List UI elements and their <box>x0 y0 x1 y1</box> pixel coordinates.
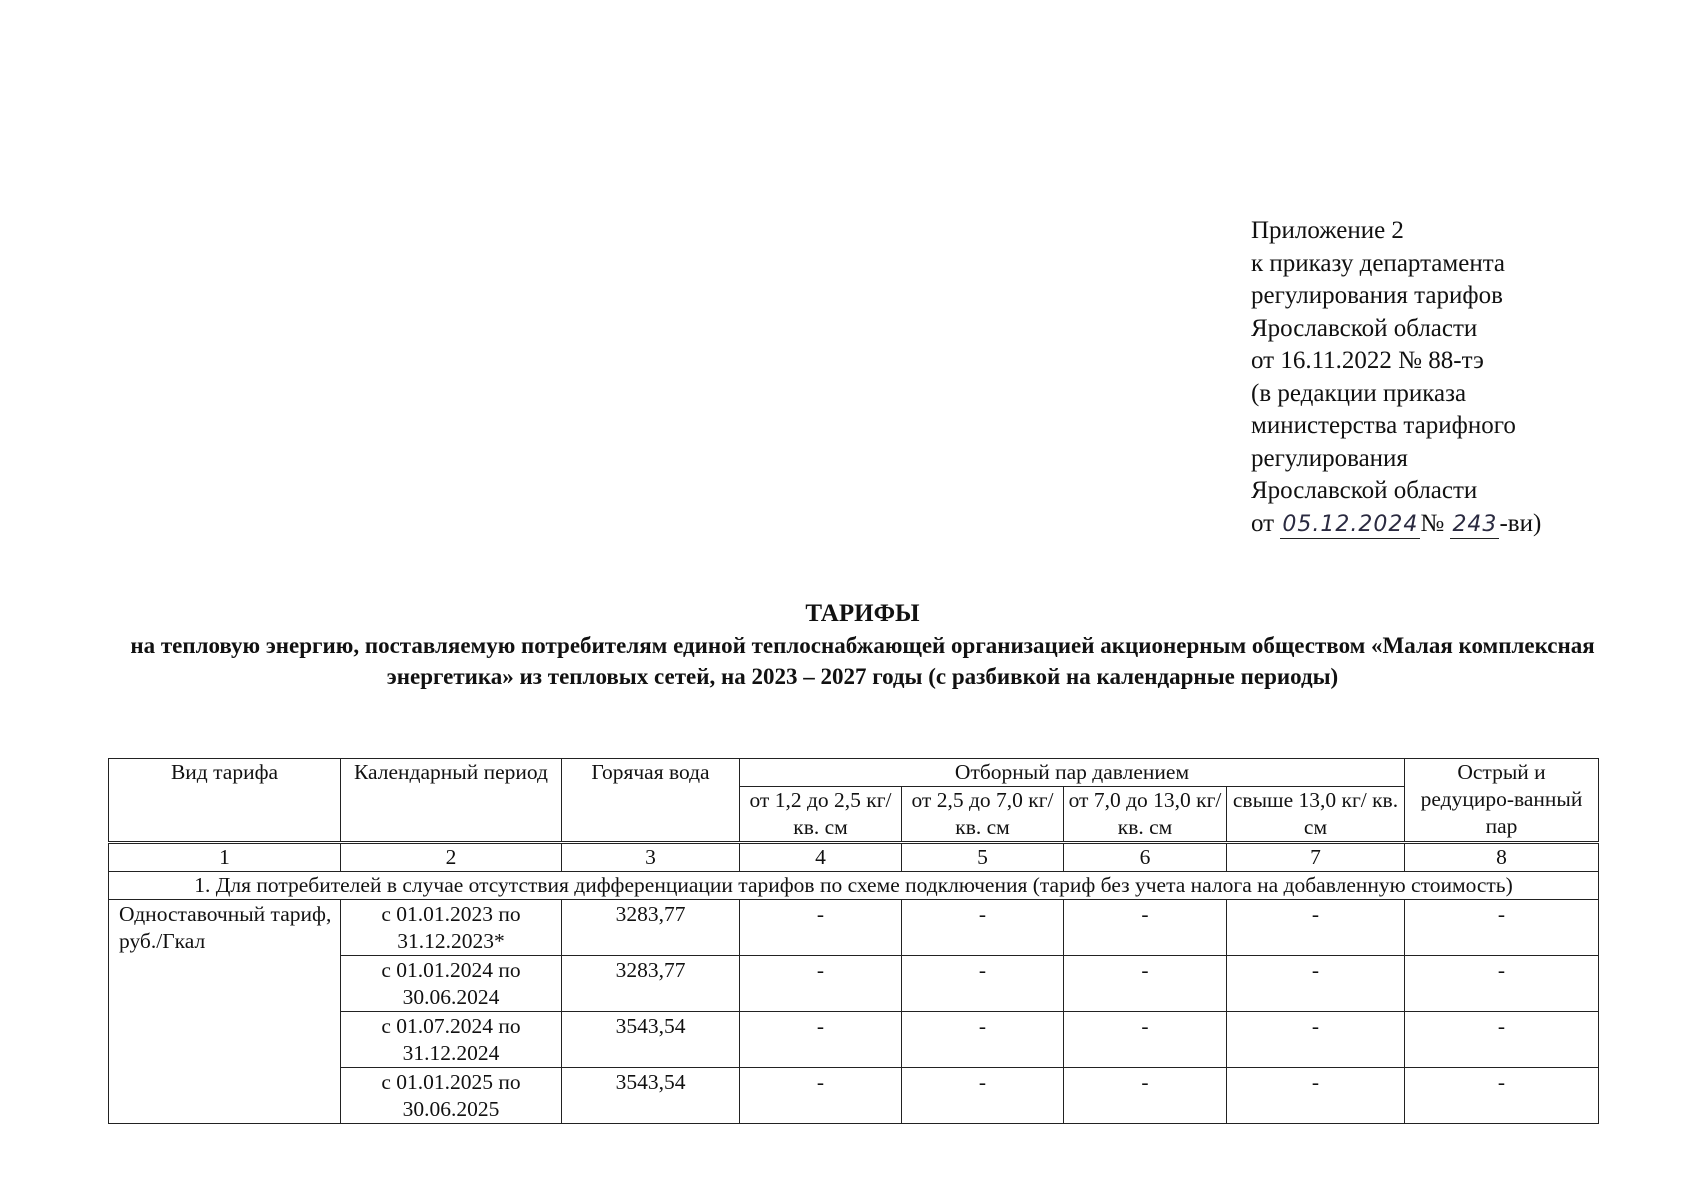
appendix-block <box>1251 215 1541 540</box>
appendix-amendment-line <box>1251 508 1541 541</box>
header-steam-2: от 2,5 до 7,0 кг/ кв. см <box>902 787 1064 843</box>
steam-4-cell: - <box>1227 956 1405 1012</box>
steam-2-cell: - <box>902 956 1064 1012</box>
header-steam-1: от 1,2 до 2,5 кг/ кв. см <box>740 787 902 843</box>
amendment-suffix: -ви) <box>1499 509 1542 537</box>
steam-1-cell: - <box>740 900 902 956</box>
period-cell: с 01.01.2025 по 30.06.2025 <box>341 1068 562 1124</box>
sharp-steam-cell: - <box>1405 956 1599 1012</box>
period-cell: с 01.01.2024 по 30.06.2024 <box>341 956 562 1012</box>
steam-1-cell: - <box>740 1012 902 1068</box>
sharp-steam-cell: - <box>1405 900 1599 956</box>
handwritten-number: 243 <box>1452 511 1498 537</box>
sharp-steam-cell: - <box>1405 1012 1599 1068</box>
appendix-line: (в редакции приказа <box>1251 379 1467 407</box>
appendix-line: Ярославской области <box>1251 477 1478 504</box>
steam-2-cell: - <box>902 900 1064 956</box>
section-row <box>109 872 1599 900</box>
steam-3-cell: - <box>1064 1012 1227 1068</box>
document-title <box>120 598 1605 692</box>
steam-3-cell: - <box>1064 956 1227 1012</box>
steam-1-cell: - <box>740 1068 902 1124</box>
header-steam-group: Отборный пар давлением <box>740 759 1405 787</box>
number-sign: № <box>1420 509 1445 537</box>
sharp-steam-cell: - <box>1405 1068 1599 1124</box>
column-number: 4 <box>740 843 902 872</box>
hot-water-cell: 3283,77 <box>562 956 740 1012</box>
header-row <box>109 759 1599 787</box>
header-period: Календарный период <box>341 759 562 843</box>
appendix-line: Приложение 2 <box>1251 217 1404 244</box>
steam-4-cell: - <box>1227 1012 1405 1068</box>
column-number-row <box>109 843 1599 872</box>
steam-4-cell: - <box>1227 900 1405 956</box>
appendix-line: от 16.11.2022 № 88-тэ <box>1251 347 1484 374</box>
appendix-line: регулирования тарифов <box>1251 282 1503 309</box>
tariffs-table <box>108 758 1599 1124</box>
steam-3-cell: - <box>1064 1068 1227 1124</box>
steam-2-cell: - <box>902 1012 1064 1068</box>
header-tariff-type: Вид тарифа <box>109 759 341 843</box>
column-number: 8 <box>1405 843 1599 872</box>
steam-4-cell: - <box>1227 1068 1405 1124</box>
column-number: 3 <box>562 843 740 872</box>
title-main: ТАРИФЫ <box>805 600 920 627</box>
steam-3-cell: - <box>1064 900 1227 956</box>
column-number: 6 <box>1064 843 1227 872</box>
hot-water-cell: 3283,77 <box>562 900 740 956</box>
steam-1-cell: - <box>740 956 902 1012</box>
section-title: 1. Для потребителей в случае отсутствия дифференциации тарифов по схеме подключения (тариф без учета налога на добавленную стоимость) <box>109 872 1599 900</box>
header-sharp-steam: Острый и редуциро-ванный пар <box>1405 759 1599 843</box>
column-number: 5 <box>902 843 1064 872</box>
column-number: 7 <box>1227 843 1405 872</box>
table-row <box>109 900 1599 956</box>
steam-2-cell: - <box>902 1068 1064 1124</box>
header-hot-water: Горячая вода <box>562 759 740 843</box>
period-cell: с 01.07.2024 по 31.12.2024 <box>341 1012 562 1068</box>
handwritten-date: 05.12.2024 <box>1282 511 1419 537</box>
title-subtitle: на тепловую энергию, поставляемую потребителям единой теплоснабжающей организацией акционерным обществом «Малая комплексная энергетика» из тепловых сетей, на 2023 – 2027 годы (с разбивкой на календарные периоды) <box>130 633 1595 689</box>
period-cell: с 01.01.2023 по 31.12.2023* <box>341 900 562 956</box>
tariff-name: Одноставочный тариф, руб./Гкал <box>109 900 341 1124</box>
appendix-line: регулирования <box>1251 444 1408 472</box>
header-steam-4: свыше 13,0 кг/ кв. см <box>1227 787 1405 843</box>
appendix-line: министерства тарифного <box>1251 412 1516 439</box>
hot-water-cell: 3543,54 <box>562 1068 740 1124</box>
column-number: 2 <box>341 843 562 872</box>
appendix-line: Ярославской области <box>1251 314 1478 342</box>
header-steam-3: от 7,0 до 13,0 кг/ кв. см <box>1064 787 1227 843</box>
appendix-line: к приказу департамента <box>1251 249 1506 277</box>
column-number: 1 <box>109 843 341 872</box>
hot-water-cell: 3543,54 <box>562 1012 740 1068</box>
amendment-prefix: от <box>1251 509 1275 537</box>
